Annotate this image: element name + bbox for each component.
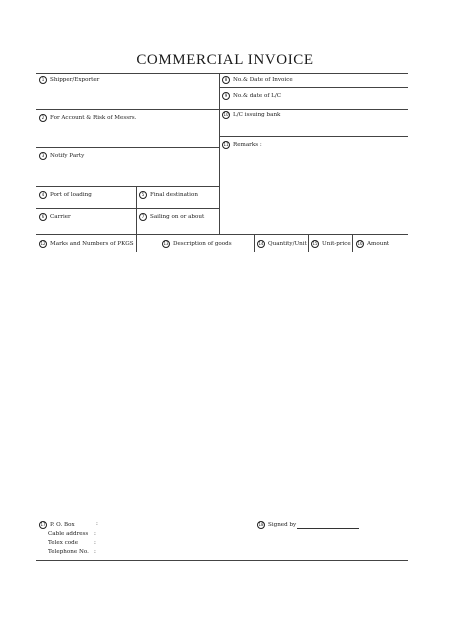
rule-center-vertical [219,73,220,234]
rule-invoice-bottom [219,87,408,88]
rule-notify-bottom [36,186,219,187]
lc-bank-field[interactable] [222,111,280,119]
number-badge: 8 [222,76,230,84]
rule-consignee-bottom [36,147,219,148]
port-of-loading-field[interactable] [39,191,92,199]
rule-top [36,73,408,74]
rule-col-1 [136,234,137,252]
notify-party-field[interactable] [39,152,84,160]
number-badge: 7 [139,213,147,221]
rule-col-2 [254,234,255,252]
rule-col-3 [308,234,309,252]
consignee-field[interactable] [39,114,136,122]
sailing-date-label: Sailing on or about [150,214,205,220]
number-badge: 4 [39,191,47,199]
carrier-label: Carrier [50,214,71,220]
rule-port-bottom [36,208,219,209]
carrier-field[interactable] [39,213,71,221]
column-header-amount: 16 Amount [357,241,390,247]
column-header-quantity: 14 Quantity/Unit [258,241,307,247]
number-badge: 12 [40,241,46,246]
consignee-label: For Account & Risk of Messrs. [50,115,137,121]
number-badge: 17 [40,522,46,527]
number-badge: 14 [258,241,264,246]
signature-line[interactable] [297,522,359,529]
number-badge: 10 [223,112,229,117]
po-box-field[interactable] [39,521,75,529]
po-box-colon: : [96,521,98,527]
column-header-marks: 12 Marks and Numbers of PKGS [40,241,134,247]
rule-lcbank-bottom [219,136,408,137]
number-badge: 18 [258,522,264,527]
remarks-label: Remarks : [233,142,262,148]
rule-shipper-bottom [36,109,219,110]
telex-code-field[interactable] [48,540,78,546]
telephone-field[interactable] [48,549,89,555]
number-badge: 9 [222,92,230,100]
number-badge: 1 [39,76,47,84]
signed-by-label: Signed by [268,522,297,528]
number-badge: 13 [163,241,169,246]
rule-port-divider [136,186,137,234]
column-header-description: 13 Description of goods [163,241,232,247]
rule-bottom [36,560,408,561]
number-badge: 16 [357,241,363,246]
number-badge: 5 [139,191,147,199]
rule-col-4 [352,234,353,252]
telex-code-colon: : [94,540,96,546]
port-of-loading-label: Port of loading [50,192,92,198]
invoice-number-field[interactable] [222,76,293,84]
sailing-date-field[interactable] [139,213,204,221]
shipper-field[interactable] [39,76,99,84]
number-badge: 15 [312,241,318,246]
number-badge: 2 [39,114,47,122]
notify-party-label: Notify Party [50,153,85,159]
telephone-label: Telephone No. [48,549,89,555]
cable-address-colon: : [94,531,96,537]
cable-address-label: Cable address [48,531,89,537]
remarks-field[interactable] [222,141,262,149]
shipper-label: Shipper/Exporter [50,77,100,83]
column-header-unit-price: 15 Unit-price [312,241,351,247]
telephone-colon: : [94,549,96,555]
final-destination-label: Final destination [150,192,198,198]
po-box-label: P. O. Box [50,522,75,528]
lc-number-label: No.& date of L/C [233,93,282,99]
lc-number-field[interactable] [222,92,281,100]
rule-lc-bottom [219,109,408,110]
signed-by-field[interactable] [257,521,359,529]
number-badge: 3 [39,152,47,160]
final-destination-field[interactable] [139,191,198,199]
lc-bank-label: L/C issuing bank [233,112,281,118]
telex-code-label: Telex code [48,540,79,546]
document-title: COMMERCIAL INVOICE [136,52,314,68]
invoice-number-label: No.& Date of Invoice [233,77,293,83]
number-badge: 11 [223,142,229,147]
cable-address-field[interactable] [48,531,88,537]
number-badge: 6 [39,213,47,221]
